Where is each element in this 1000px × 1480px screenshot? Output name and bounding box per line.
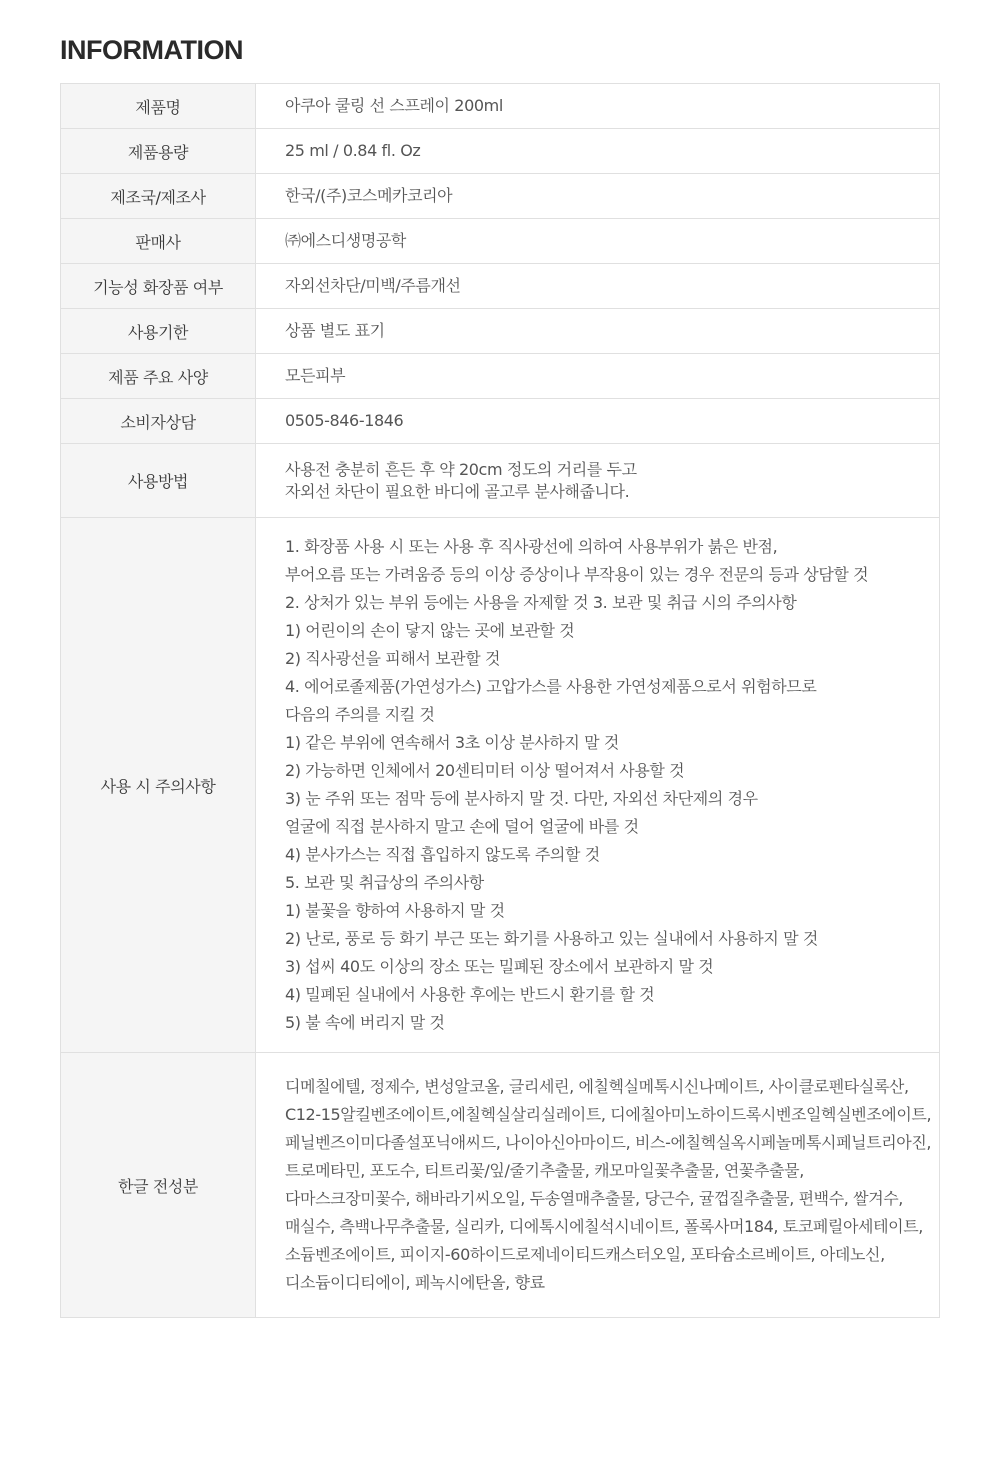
row-label: 제품 주요 사양 (61, 354, 256, 399)
value-line: 2. 상처가 있는 부위 등에는 사용을 자제할 것 3. 보관 및 취급 시의 주의사항 (285, 593, 797, 612)
value-line: 1) 같은 부위에 연속해서 3초 이상 분사하지 말 것 (285, 733, 619, 752)
row-value (256, 444, 940, 518)
value-line: 5) 불 속에 버리지 말 것 (285, 1013, 445, 1032)
table-row (61, 444, 940, 518)
row-value (256, 129, 940, 174)
value-line: 페닐벤즈이미다졸설포닉애씨드, 나이아신아마이드, 비스-에칠헥실옥시페놀메톡시페닐트리아진, (285, 1133, 932, 1152)
table-row (61, 309, 940, 354)
row-label: 한글 전성분 (61, 1053, 256, 1318)
value-line: 5. 보관 및 취급상의 주의사항 (285, 873, 484, 892)
value-line: 자외선 차단이 필요한 바디에 골고루 분사해줍니다. (285, 481, 630, 501)
value-line: 3) 눈 주위 또는 점막 등에 분사하지 말 것. 다만, 자외선 차단제의 경우 (285, 789, 758, 808)
row-label: 판매사 (61, 219, 256, 264)
row-value (256, 354, 940, 399)
value-line: 3) 섭씨 40도 이상의 장소 또는 밀폐된 장소에서 보관하지 말 것 (285, 957, 714, 976)
value-line: 1) 어린이의 손이 닿지 않는 곳에 보관할 것 (285, 621, 575, 640)
row-label: 기능성 화장품 여부 (61, 264, 256, 309)
table-row (61, 174, 940, 219)
table-row (61, 219, 940, 264)
table-row (61, 129, 940, 174)
value-line: 4) 밀폐된 실내에서 사용한 후에는 반드시 환기를 할 것 (285, 985, 655, 1004)
table-row (61, 1053, 940, 1318)
value-line: 0505-846-1846 (285, 411, 404, 430)
value-line: 디메칠에텔, 정제수, 변성알코올, 글리세린, 에칠헥실메톡시신나메이트, 사이클로펜타실록산, (285, 1077, 909, 1096)
table-row (61, 518, 940, 1053)
value-line: C12-15알킬벤조에이트,에칠헥실살리실레이트, 디에칠아미노하이드록시벤조일헥실벤조에이트, (285, 1105, 932, 1124)
value-line: 소듐벤조에이트, 피이지-60하이드로제네이티드캐스터오일, 포타슘소르베이트, 아데노신, (285, 1245, 885, 1264)
row-value (256, 264, 940, 309)
value-line: 한국/(주)코스메카코리아 (285, 186, 453, 205)
row-label: 제품명 (61, 84, 256, 129)
value-line: 얼굴에 직접 분사하지 말고 손에 덜어 얼굴에 바를 것 (285, 817, 639, 836)
value-line: 다마스크장미꽃수, 해바라기씨오일, 두송열매추출물, 당근수, 귤껍질추출물, 편백수, 쌀겨수, (285, 1189, 903, 1208)
row-value (256, 174, 940, 219)
row-label: 소비자상담 (61, 399, 256, 444)
row-label: 사용기한 (61, 309, 256, 354)
value-line: 25 ml / 0.84 fl. Oz (285, 141, 421, 160)
value-line: 2) 직사광선을 피해서 보관할 것 (285, 649, 501, 668)
value-line: 다음의 주의를 지킬 것 (285, 705, 435, 724)
page-title: INFORMATION (60, 35, 243, 65)
value-line: 1. 화장품 사용 시 또는 사용 후 직사광선에 의하여 사용부위가 붉은 반점, (285, 537, 778, 556)
value-line: 매실수, 측백나무추출물, 실리카, 디에톡시에칠석시네이트, 폴록사머184, 토코페릴아세테이트, (285, 1217, 923, 1236)
row-value (256, 84, 940, 129)
table-row (61, 354, 940, 399)
value-line: 아쿠아 쿨링 선 스프레이 200ml (285, 96, 503, 115)
value-line: ㈜에스디생명공학 (285, 231, 406, 250)
value-line: 상품 별도 표기 (285, 321, 385, 340)
value-line: 4. 에어로졸제품(가연성가스) 고압가스를 사용한 가연성제품으로서 위험하므로 (285, 677, 817, 696)
row-label: 사용 시 주의사항 (61, 518, 256, 1053)
value-line: 1) 불꽃을 향하여 사용하지 말 것 (285, 901, 505, 920)
value-line: 2) 난로, 풍로 등 화기 부근 또는 화기를 사용하고 있는 실내에서 사용하지 말 것 (285, 929, 818, 948)
value-line: 부어오름 또는 가려움증 등의 이상 증상이나 부작용이 있는 경우 전문의 등과 상담할 것 (285, 565, 869, 584)
table-row (61, 264, 940, 309)
row-label: 제품용량 (61, 129, 256, 174)
value-line: 모든피부 (285, 366, 346, 385)
row-label: 제조국/제조사 (61, 174, 256, 219)
value-line: 4) 분사가스는 직접 흡입하지 않도록 주의할 것 (285, 845, 600, 864)
row-value (256, 399, 940, 444)
table-row (61, 84, 940, 129)
row-label: 사용방법 (61, 444, 256, 518)
value-line: 사용전 충분히 흔든 후 약 20cm 정도의 거리를 두고 (285, 459, 637, 479)
table-row (61, 399, 940, 444)
value-line: 자외선차단/미백/주름개선 (285, 276, 461, 295)
row-value (256, 1053, 940, 1318)
row-value (256, 309, 940, 354)
value-line: 디소듐이디티에이, 페녹시에탄올, 향료 (285, 1273, 545, 1292)
row-value (256, 518, 940, 1053)
row-value (256, 219, 940, 264)
value-line: 트로메타민, 포도수, 티트리꽃/잎/줄기추출물, 캐모마일꽃추출물, 연꽃추출물, (285, 1161, 804, 1180)
information-table (60, 83, 940, 1318)
value-line: 2) 가능하면 인체에서 20센티미터 이상 떨어져서 사용할 것 (285, 761, 685, 780)
